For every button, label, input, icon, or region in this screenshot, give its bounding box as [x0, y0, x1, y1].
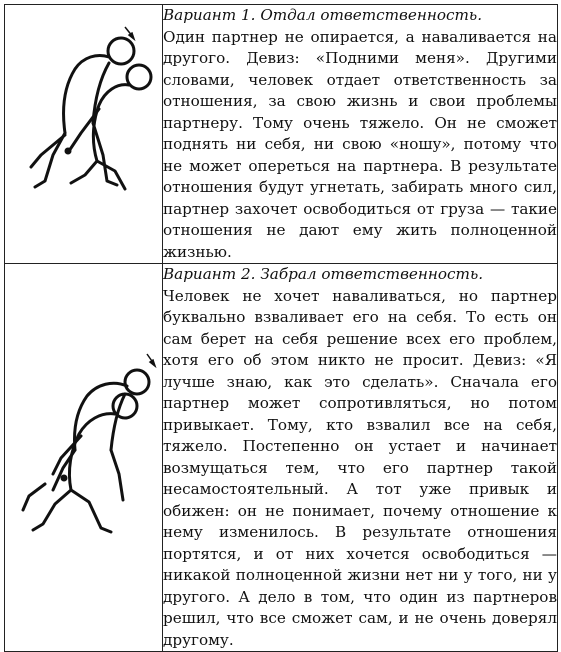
variant-2-text-cell — [163, 264, 558, 652]
variants-table — [4, 4, 558, 652]
arrow-down-right-icon — [125, 27, 134, 39]
variant-2-figure-cell — [5, 264, 163, 652]
variant-1-row — [5, 5, 558, 264]
variant-1-figure-cell — [5, 5, 163, 264]
variant-2-paragraph: Человек не хочет наваливаться, но партнер буквально взваливает его на себя. То есть он сам берет на себя решение всех его проблем, хотя его об этом никто не просит. Девиз: «Я лучше знаю, как это сделать». Сначала его партнер может сопротивляться, но потом привыкает. Тому, кто взвалил все на себя, тяжело. Постепенно он устает и начинает возмущаться тем, что его партнер такой несамостоятельный. А тот уже привык и обижен: он не понимает, почему отношение к нему изменилось. В результате отношения портятся, и от них хочется освободиться — никакой полноценной жизни нет ни у того, ни у другого. А дело в том, что один из партнеров решил, что все сможет сам, и не очень доверял другому. — [163, 286, 557, 649]
variant-2-heading: Вариант 2. Забрал ответственность. — [163, 265, 484, 283]
variant-1-text-cell — [163, 5, 558, 264]
variant-2-row — [5, 264, 558, 652]
variant-1-paragraph: Один партнер не опирается, а наваливается на другого. Девиз: «Подними меня». Другими словами, человек отдает ответственность за отношения, за свою жизнь и свои проблемы партнеру. Тому очень тяжело. Он не сможет поднять ни себя, ни свою «ношу», потому что не может опереться на партнера. В результате отношения будут угнетать, забирать много сил, партнер захочет освободиться от груза — такие отношения не дают ему жить полноценной жизнью. — [163, 27, 557, 261]
arrow-down-right-icon — [147, 354, 155, 366]
document-page — [4, 4, 557, 649]
carrying-figures-illustration — [5, 264, 162, 583]
leaning-figures-illustration — [5, 5, 162, 226]
variant-1-heading: Вариант 1. Отдал ответственность. — [163, 6, 483, 24]
